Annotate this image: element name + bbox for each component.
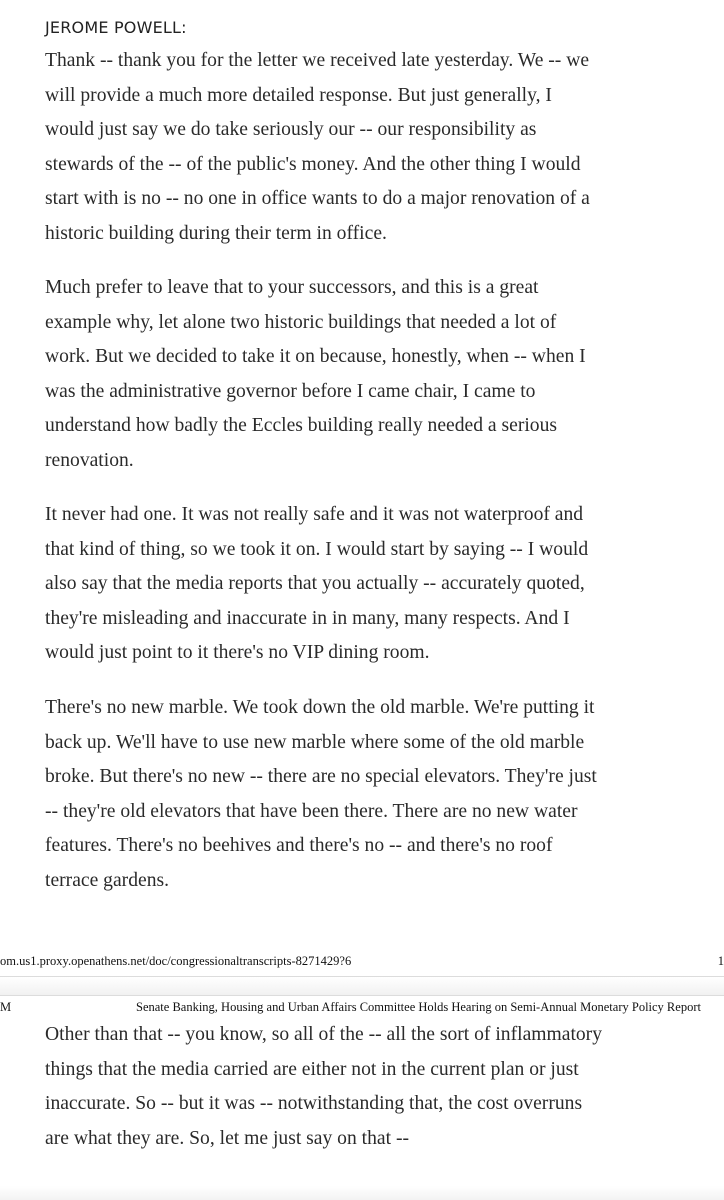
paragraph-5 <box>45 1018 705 1156</box>
footer-url: om.us1.proxy.openathens.net/doc/congressionaltranscripts-8271429?6 <box>0 954 352 968</box>
text-line: things that the media carried are either not in the current plan or just <box>45 1058 579 1080</box>
text-line: broke. But there's no new -- there are no special elevators. They're just <box>45 766 597 788</box>
text-line: -- they're old elevators that have been there. There are no new water <box>45 800 578 822</box>
text-line: inaccurate. So -- but it was -- notwithstanding that, the cost overruns <box>45 1093 583 1115</box>
text-line: are what they are. So, let me just say on that -- <box>45 1127 410 1149</box>
text-line: would just point to it there's no VIP dining room. <box>45 642 430 664</box>
text-line: stewards of the -- of the public's money. And the other thing I would <box>45 153 581 175</box>
paragraph-4 <box>45 691 705 899</box>
text-line: back up. We'll have to use new marble where some of the old marble <box>45 731 585 753</box>
text-line: Other than that -- you know, so all of the -- all the sort of inflammatory <box>45 1024 603 1045</box>
paragraph-3 <box>45 498 705 671</box>
paragraph-2 <box>45 271 705 479</box>
paragraph-1 <box>45 44 705 252</box>
text-line: historic building during their term in office. <box>45 222 387 244</box>
text-line: would just say we do take seriously our -- our responsibility as <box>45 119 537 141</box>
text-line: features. There's no beehives and there's no -- and there's no roof <box>45 835 553 857</box>
bottom-edge-shadow <box>0 1186 724 1200</box>
text-line: Much prefer to leave that to your successors, and this is a great <box>45 277 539 298</box>
text-line: It never had one. It was not really safe and it was not waterproof and <box>45 504 584 525</box>
speaker-name: JEROME POWELL: <box>45 18 187 37</box>
text-line: terrace gardens. <box>45 869 170 891</box>
text-line: There's no new marble. We took down the old marble. We're putting it <box>45 697 595 718</box>
text-line: was the administrative governor before I came chair, I came to <box>45 380 536 402</box>
text-line: example why, let alone two historic buildings that needed a lot of <box>45 311 557 333</box>
text-line: they're misleading and inaccurate in in many, many respects. And I <box>45 607 570 629</box>
text-line: also say that the media reports that you actually -- accurately quoted, <box>45 573 585 595</box>
page-header-title: Senate Banking, Housing and Urban Affairs Committee Holds Hearing on Semi-Annual Monetary Policy Report <box>136 1000 701 1014</box>
text-line: understand how badly the Eccles building really needed a serious <box>45 415 558 437</box>
text-line: renovation. <box>45 449 134 471</box>
page-break-divider <box>0 976 724 996</box>
text-line: work. But we decided to take it on because, honestly, when -- when I <box>45 346 586 368</box>
footer-page-number: 1 <box>717 954 724 968</box>
text-line: start with is no -- no one in office wants to do a major renovation of a <box>45 188 590 210</box>
header-left-fragment: M <box>0 1000 12 1014</box>
text-line: Thank -- thank you for the letter we received late yesterday. We -- we <box>45 50 590 71</box>
text-line: that kind of thing, so we took it on. I would start by saying -- I would <box>45 538 589 560</box>
text-line: will provide a much more detailed response. But just generally, I <box>45 84 552 106</box>
